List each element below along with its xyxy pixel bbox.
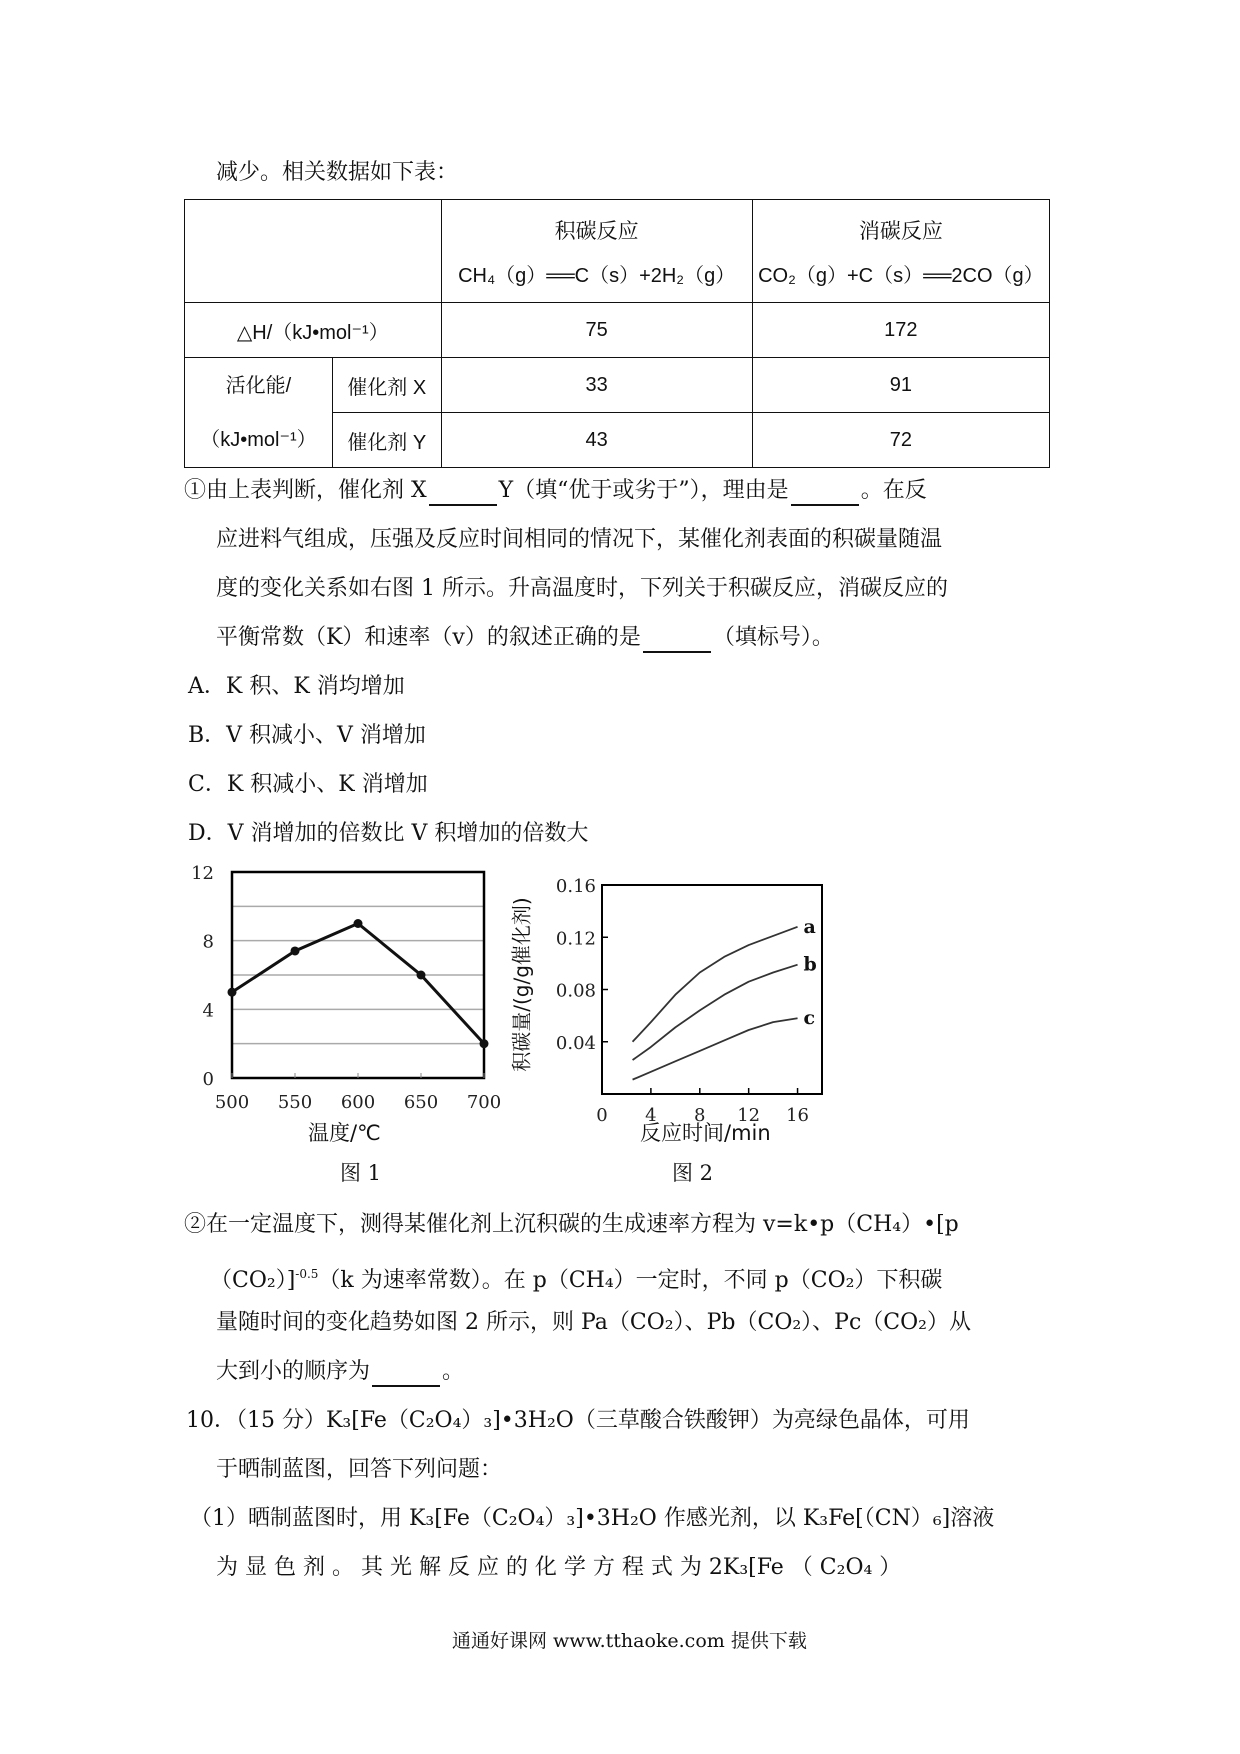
option-text: K 积减小、K 消增加 [226,772,428,797]
q2-text: （k 为速率常数）。在 p（CH₄）一定时，不同 p（CO₂）下积碳 [318,1268,943,1293]
q1-text: ①由上表判断，催化剂 X [184,478,427,503]
y-tick-label: 4 [202,1000,214,1022]
q10-line-4: 为 显 色 剂 。 其 光 解 反 应 的 化 学 方 程 式 为 2K₃[Fe （ C₂O₄ ） [216,1555,902,1580]
table-cell: 72 [752,413,1049,468]
series-curve-b [633,965,798,1060]
group-label-line: 活化能/ [225,374,292,397]
option-letter: C． [188,772,227,797]
q1-text: 平衡常数（K）和速率（v）的叙述正确的是 [216,625,641,650]
option-text: V 积减小、V 消增加 [226,723,426,748]
q1-line-2: 应进料气组成，压强及反应时间相同的情况下，某催化剂表面的积碳量随温 [216,527,943,552]
y-tick-label: 0.08 [555,980,596,1002]
intro-text: 减少。相关数据如下表： [216,160,459,185]
q2-line-3: 量随时间的变化趋势如图 2 所示，则 Pa（CO₂）、Pb（CO₂）、Pc（CO₂）从 [216,1310,971,1335]
chart1-caption: 图 1 [340,1161,382,1185]
q2-line-2 [210,1259,942,1296]
q1-text: 。在反 [860,478,927,503]
data-point [417,971,426,980]
row-label: 催化剂 Y [332,413,441,468]
footer-text: 通通好课网 www.tthaoke.com 提供下载 [452,1630,807,1652]
series-curve-c [633,1018,798,1079]
x-tick-label: 4 [645,1105,657,1126]
q2-text: 大到小的顺序为 [216,1359,371,1384]
chart2-ylabel: 积碳量/(g/g催化剂) [509,897,534,1072]
data-point [354,919,363,928]
plot-frame [602,885,822,1094]
chart-1 [191,863,501,1113]
table-cell: 33 [441,358,752,413]
y-tick-label: 0.16 [555,876,596,897]
header-name: 消碳反应 [858,218,943,243]
chart2-caption: 图 2 [672,1161,714,1185]
row-label: △H/（kJ•mol⁻¹） [185,303,442,358]
y-tick-label: 0.12 [555,928,596,950]
q1-line-3: 度的变化关系如右图 1 所示。升高温度时，下列关于积碳反应，消碳反应的 [216,576,948,601]
series-line [232,924,484,1044]
x-tick-label: 12 [737,1105,761,1126]
group-label-line: （kJ•mol⁻¹） [200,428,317,451]
x-tick-label: 650 [403,1092,439,1113]
x-tick-label: 8 [694,1105,706,1126]
q2-line-4 [216,1357,464,1387]
q1-text: Y（填“优于或劣于”），理由是 [498,478,789,503]
x-tick-label: 500 [214,1092,250,1113]
q10-line-2: 于晒制蓝图，回答下列问题： [216,1457,503,1482]
header-equation: CO₂（g）+C（s）══2CO（g） [758,264,1044,287]
x-tick-label: 0 [596,1105,608,1126]
table-cell: 43 [441,413,752,468]
header-name: 积碳反应 [554,218,639,243]
series-label: c [803,1007,816,1030]
q2-text: 。 [442,1359,465,1384]
option-letter: A． [188,674,226,699]
option-text: K 积、K 消均增加 [225,674,405,699]
option-letter: D． [188,821,228,846]
header-equation: CH₄（g）══C（s）+2H₂（g） [458,264,736,287]
x-tick-label: 700 [466,1092,502,1113]
q10-line-3: （1）晒制蓝图时，用 K₃[Fe（C₂O₄）₃]•3H₂O 作感光剂，以 K₃Fe[（CN）₆]溶液 [190,1506,995,1531]
data-point [228,988,237,997]
series-label: b [803,953,817,976]
q2-line-1: ②在一定温度下，测得某催化剂上沉积碳的生成速率方程为 v=k•p（CH₄）•[p [184,1212,959,1237]
row-label: 催化剂 X [332,358,441,413]
table-cell: 75 [441,303,752,358]
q2-text: （CO₂）] [210,1268,296,1293]
table-cell: 172 [752,303,1049,358]
data-point [480,1039,489,1048]
series-curve-a [633,927,798,1042]
x-tick-label: 550 [277,1092,313,1113]
chart-2 [556,876,822,1126]
series-label: a [803,915,816,938]
chart2-xlabel: 反应时间/min [640,1121,771,1145]
q10-line-1: 10．（15 分）K₃[Fe（C₂O₄）₃]•3H₂O（三草酸合铁酸钾）为亮绿色晶体，可用 [186,1408,970,1433]
y-tick-label: 12 [191,863,214,884]
exponent: -0.5 [295,1267,319,1281]
y-tick-label: 8 [202,931,214,953]
data-point [291,946,300,955]
answer-blank[interactable] [372,1363,440,1387]
q1-text: （填标号）。 [712,625,834,650]
table-cell: 91 [752,358,1049,413]
y-tick-label: 0 [202,1069,214,1090]
x-tick-label: 600 [340,1092,376,1113]
y-tick-label: 0.04 [555,1032,596,1054]
x-tick-label: 16 [786,1105,810,1126]
option-letter: B． [188,723,227,748]
option-text: V 消增加的倍数比 V 积增加的倍数大 [227,821,589,846]
chart1-xlabel: 温度/℃ [308,1121,381,1145]
